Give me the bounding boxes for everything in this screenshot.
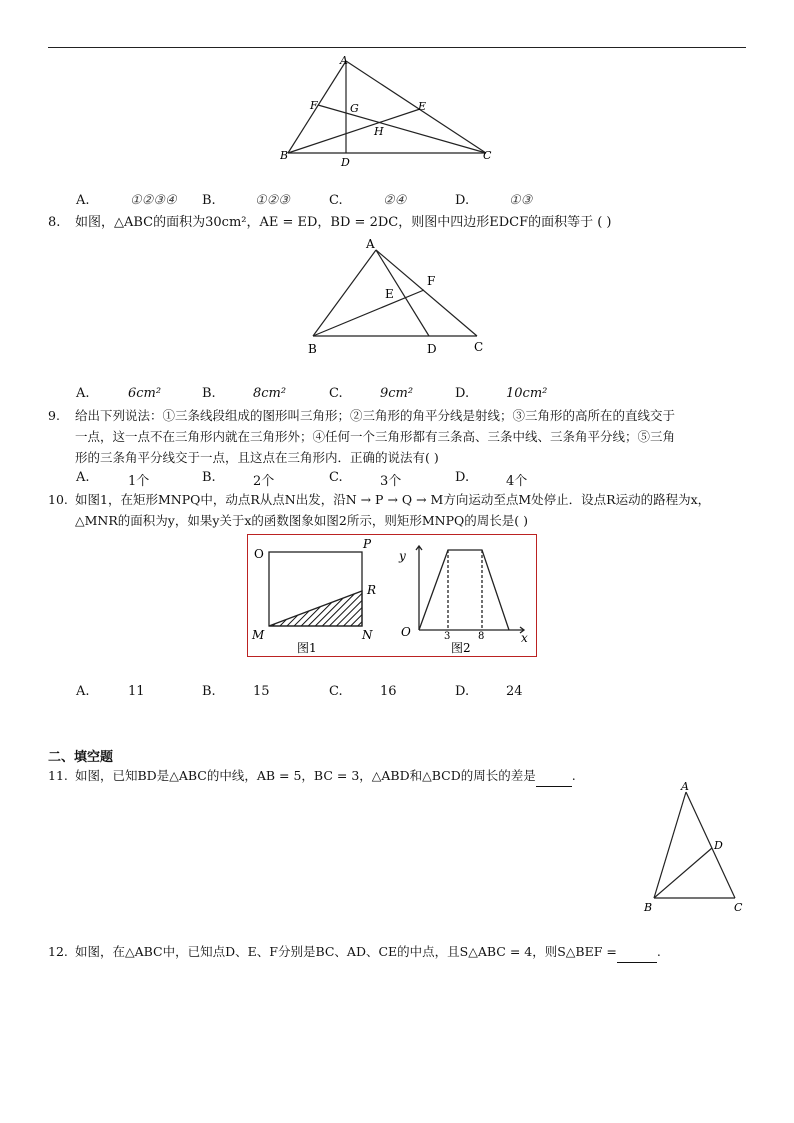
question-12-tail: . [656,944,661,959]
q11-label-a: A [681,780,689,793]
q10-fig2-caption: 图2 [451,641,471,655]
question-9-line1: 给出下列说法：①三条线段组成的图形叫三角形；②三角形的角平分线是射线；③三角形的高所在的直线交于 [75,408,676,423]
q8-option-d-letter[interactable]: D. [455,386,470,401]
q9-option-c-letter[interactable]: C. [329,470,343,485]
q7-option-c-letter[interactable]: C. [329,193,343,208]
q10-option-c-text: 16 [380,684,397,699]
q9-option-c-text: 3个 [380,474,402,489]
q10-fig1-label-r: R [367,583,377,597]
q7-option-a-letter[interactable]: A. [76,193,90,208]
question-10-line1: 如图1，在矩形MNPQ中，动点R从点N出发，沿N → P → Q → M方向运动至点M处停止．设点R运动的路程为x， [75,492,711,507]
q8-label-a: A [366,237,375,251]
q7-label-g: G [350,102,359,115]
q10-fig2-label-o: O [401,625,411,639]
question-10-number: 10. [48,492,68,507]
q10-fig2-label-y: y [399,549,406,563]
question-8-text: 如图，△ABC的面积为30cm²，AE = ED，BD = 2DC，则图中四边形EDCF的面积等于 ( ) [75,215,612,230]
q11-figure [640,778,752,918]
q10-fig1-label-n: N [362,628,373,642]
q10-fig2-tick-3: 3 [444,631,451,642]
q10-option-b-text: 15 [253,684,270,699]
q7-option-b-letter[interactable]: B. [202,193,216,208]
q7-option-a-text: ①②③④ [130,193,177,208]
q8-option-d-text: 10cm² [506,386,548,401]
header-rule [48,47,746,48]
question-10-line2: △MNR的面积为y，如果y关于x的函数图象如图2所示，则矩形MNPQ的周长是( ) [75,513,529,528]
q10-option-b-letter[interactable]: B. [202,684,216,699]
question-8 [48,212,612,233]
q7-label-c: C [483,149,492,162]
question-10 [48,489,710,531]
q7-option-b-text: ①②③ [255,193,290,208]
q10-option-a-text: 11 [128,684,145,699]
q11-label-d: D [714,839,723,852]
q10-fig1-label-p: P [363,537,372,551]
q10-fig1-label-q: O [254,547,264,561]
q10-option-d-text: 24 [506,684,523,699]
q8-option-b-text: 8cm² [253,386,287,401]
q9-option-a-text: 1个 [128,474,150,489]
q8-label-d: D [427,342,437,356]
q7-option-d-text: ①③ [509,193,533,208]
q7-option-c-text: ②④ [383,193,407,208]
q9-option-b-text: 2个 [253,474,275,489]
q10-fig2-label-x: x [521,631,528,645]
question-12 [48,941,661,963]
section-fill-in-title: 二、填空题 [48,750,114,765]
q8-option-c-text: 9cm² [380,386,414,401]
q9-option-d-letter[interactable]: D. [455,470,470,485]
q9-option-b-letter[interactable]: B. [202,470,216,485]
q8-option-a-letter[interactable]: A. [76,386,90,401]
q10-fig1 [269,552,362,626]
question-11-number: 11. [48,768,68,783]
q8-label-b: B [308,342,317,356]
q10-fig1-label-m: M [252,628,265,642]
q8-option-b-letter[interactable]: B. [202,386,216,401]
question-9-line3: 形的三条角平分线交于一点，且这点在三角形内．正确的说法有( ) [75,450,439,465]
q8-label-c: C [474,340,484,354]
q9-option-a-letter[interactable]: A. [76,470,90,485]
q10-option-c-letter[interactable]: C. [329,684,343,699]
q7-label-a: A [340,55,348,67]
q10-figures [249,536,535,655]
q7-figure [280,55,500,170]
question-9-number: 9. [48,408,60,423]
q8-figure [305,236,500,358]
q7-label-b: B [280,149,289,162]
question-12-number: 12. [48,944,68,959]
question-9-line2: 一点，这一点不在三角形内就在三角形外；④任何一个三角形都有三条高、三条中线、三条角平分线；⑤三角 [75,429,676,444]
q7-label-h: H [374,125,384,138]
question-11 [48,765,576,787]
q11-label-c: C [734,901,743,914]
q9-option-d-text: 4个 [506,474,528,489]
question-11-tail: . [571,768,576,783]
question-9 [48,405,675,468]
q10-option-a-letter[interactable]: A. [76,684,90,699]
q7-label-d: D [341,156,350,169]
question-12-answer-blank[interactable] [617,941,657,963]
q8-option-a-text: 6cm² [128,386,162,401]
question-11-answer-blank[interactable] [536,765,572,787]
q8-label-e: E [385,287,394,301]
q10-fig1-caption: 图1 [297,641,317,655]
question-12-text: 如图，在△ABC中，已知点D、E、F分别是BC、AD、CE的中点，且S△ABC = 4，则S△BEF = [75,944,617,959]
question-11-text: 如图，已知BD是△ABC的中线，AB = 5，BC = 3，△ABD和△BCD的周长的差是 [75,768,536,783]
q10-option-d-letter[interactable]: D. [455,684,470,699]
q8-label-f: F [427,274,436,288]
question-8-number: 8. [48,215,61,230]
q7-label-f: F [310,99,318,112]
q7-option-d-letter[interactable]: D. [455,193,470,208]
q7-label-e: E [418,100,427,113]
q11-label-b: B [644,901,653,914]
q8-option-c-letter[interactable]: C. [329,386,343,401]
q10-fig2 [416,546,524,633]
q10-fig2-tick-8: 8 [478,631,485,642]
